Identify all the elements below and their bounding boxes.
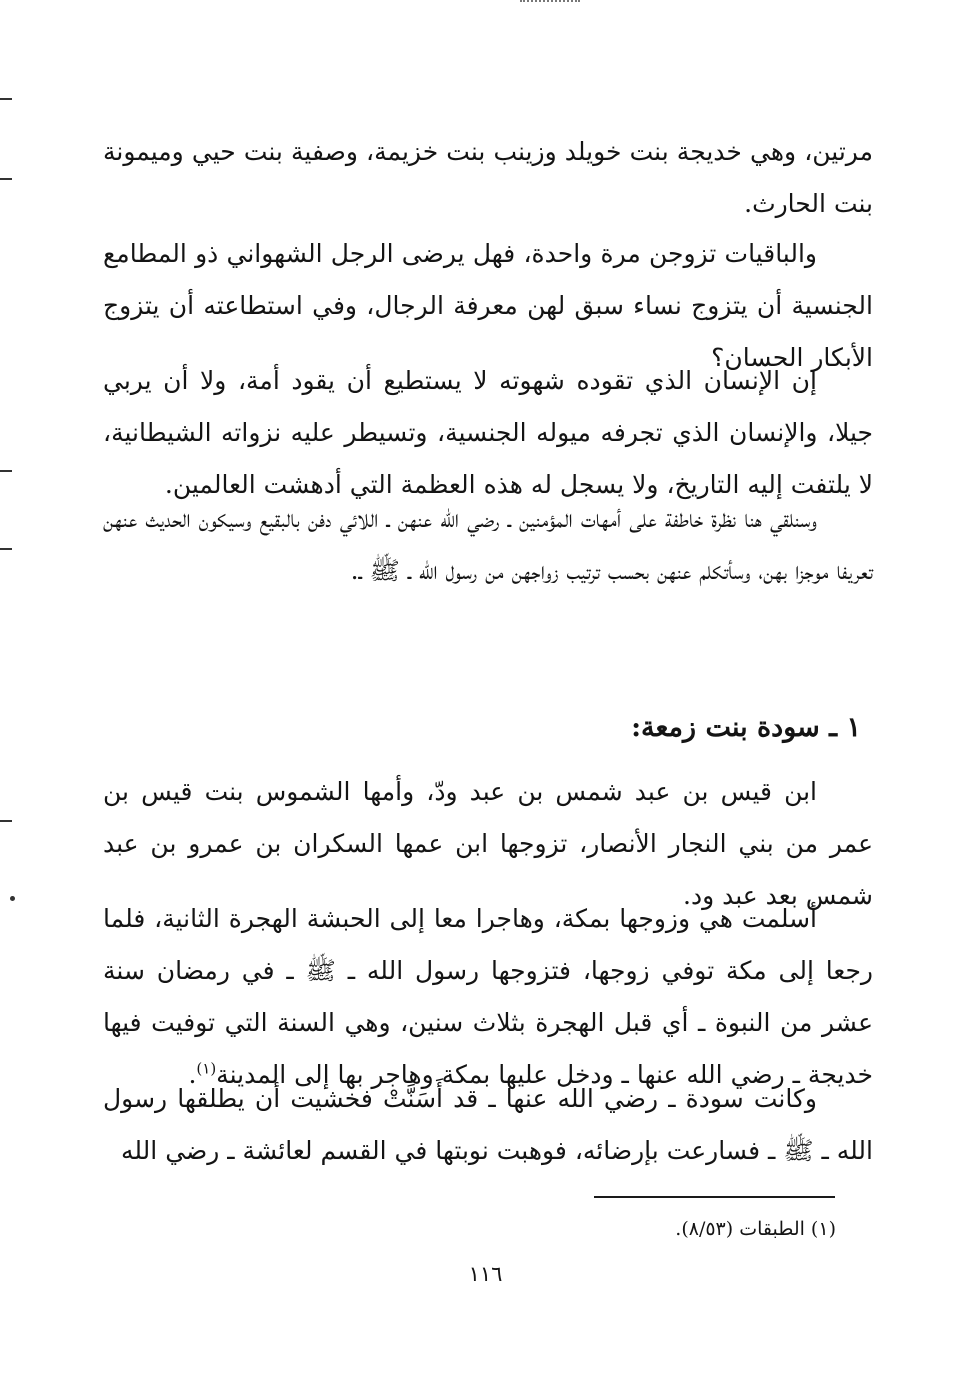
paragraph-history: إن الإنسان الذي تقوده شهوته لا يستطيع أن يقود أمة، ولا أن يربي جيلا، والإنسان الذي تجرفه ميوله الجنسية، وتسيطر عليه نزواته الشيطانية، لا يلتفت إليه التاريخ، ولا يسجل له هذه العظمة التي أدهشت العالمين.: [103, 366, 873, 499]
section-paragraph-marriage: [103, 893, 873, 1101]
section-title: ١ ـ سودة بنت زمعة:: [631, 712, 861, 743]
section-paragraph-lineage: ابن قيس بن عبد شمس بن عبد ودّ، وأمها الشموس بنت قيس بن عمر من بني النجار الأنصار، تزوجها ابن عمها السكران بن عمرو بن عبد شمس بعد عبد ود.: [103, 777, 873, 910]
scan-edge-mark: [0, 178, 12, 180]
footnote: (١) الطبقات (٨/٥٣).: [675, 1218, 836, 1240]
scan-edge-mark: [0, 820, 12, 822]
page-number: ١١٦: [468, 1262, 503, 1286]
scan-edge-mark: [0, 548, 12, 550]
footnote-divider: [594, 1196, 835, 1198]
section-paragraph-marriage-text: أسلمت هي وزوجها بمكة، وهاجرا معا إلى الحبشة الهجرة الثانية، فلما رجعا إلى مكة توفي زوجها، فتزوجها رسول الله ـ ﷺ ـ في رمضان سنة عشر من النبوة ـ أي قبل الهجرة بثلاث سنين، وهي السنة التي توفيت فيها خديجة ـ رضي الله عنها ـ ودخل عليها بمكة وهاجر بها إلى المدينة: [103, 904, 873, 1089]
section-paragraph-sawda-turn: وكانت سودة ـ رضي الله عنها ـ قد أَسَنَّتْ فخشيت أن يطلقها رسول الله ـ ﷺ ـ فسارعت بإرضائه، فوهبت نوبتها في القسم لعائشة ـ رضي الله: [103, 1084, 873, 1165]
sentence-end-mark: .: [188, 1060, 197, 1089]
scan-edge-mark: [0, 470, 12, 472]
paragraph-virgins-question: والباقيات تزوجن مرة واحدة، فهل يرضى الرجل الشهواني ذو المطامع الجنسية أن يتزوج نساء سبق لهن معرفة الرجال، وفي استطاعته أن يتزوج الأبكار الحسان؟: [103, 239, 873, 372]
scan-edge-mark: [0, 98, 12, 100]
paragraph-mothers-of-believers: وسنلقي هنا نظرة خاطفة على أمهات المؤمنين ـ رضي الله عنهن ـ اللائي دفن بالبقيع وسيكون الحديث عنهن تعريفا موجزا بهن، وسأتكلم عنهن بحسب ترتيب زواجهن من رسول الله ـ ﷺ ـ.: [103, 504, 873, 585]
footnote-reference[interactable]: (١): [196, 1059, 217, 1078]
scan-edge-mark: [10, 896, 15, 901]
scan-top-mark: [520, 0, 580, 6]
paragraph-continuation: مرتين، وهي خديجة بنت خويلد وزينب بنت خزيمة، وصفية بنت حيي وميمونة بنت الحارث.: [103, 137, 873, 218]
